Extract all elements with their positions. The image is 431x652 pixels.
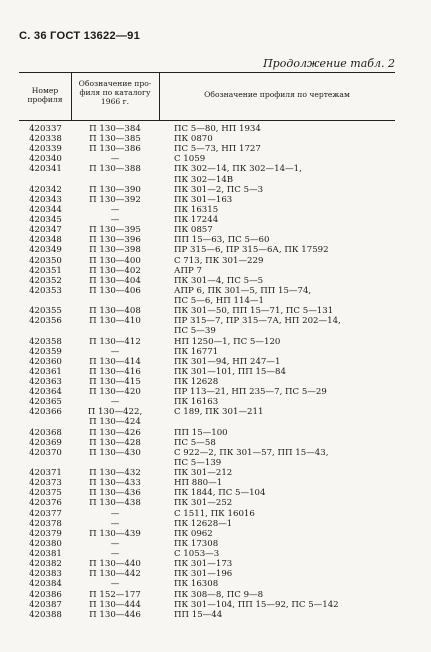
catalog-1966-cell: П 130—433 xyxy=(89,478,141,489)
catalog-1966-cell: П 130—439 xyxy=(89,528,141,539)
profile-number-cell: 420356 xyxy=(29,316,62,327)
table-row xyxy=(19,205,395,215)
profile-number-cell: 420380 xyxy=(29,538,62,549)
column-header-old-designation: Обозначение профиля по каталогу 1966 г. xyxy=(78,79,152,106)
drawing-designation-cell: ПП 15—63, ПС 5—60 xyxy=(174,235,270,246)
profile-number-cell: 420365 xyxy=(29,397,62,408)
drawing-designation-cell: С 1053—3 xyxy=(174,549,220,560)
profile-number-cell: 420361 xyxy=(29,366,62,377)
catalog-1966-cell: П 130—438 xyxy=(89,498,141,509)
catalog-1966-cell: П 130—396 xyxy=(89,235,141,246)
catalog-1966-cell: П 130—446 xyxy=(89,609,141,620)
catalog-1966-cell: П 130—432 xyxy=(89,468,141,479)
drawing-designation-cell: ПК 301—2, ПС 5—3 xyxy=(174,184,264,195)
profile-number-cell: 420388 xyxy=(29,609,62,620)
catalog-1966-cell: П 130—406 xyxy=(89,285,141,296)
profile-number-cell: 420364 xyxy=(29,387,62,398)
drawing-designation-cell: ПС 5—58 xyxy=(174,437,216,448)
profile-number-cell: 420383 xyxy=(29,569,62,580)
drawing-designation-cell: ПК 302—14В xyxy=(174,174,234,185)
catalog-1966-cell: П 130—395 xyxy=(89,225,141,236)
table-row xyxy=(19,316,395,326)
drawing-designation-cell: ПК 1844, ПС 5—104 xyxy=(174,488,266,499)
table-row xyxy=(19,498,395,508)
drawing-designation-cell: ПК 12628—1 xyxy=(174,518,233,529)
table-row xyxy=(19,245,395,255)
catalog-1966-cell: П 130—426 xyxy=(89,427,141,438)
table-row xyxy=(19,367,395,377)
profile-number-cell: 420351 xyxy=(29,265,62,276)
table-row xyxy=(19,175,395,185)
catalog-1966-cell: П 130—422, xyxy=(87,407,143,418)
table-row xyxy=(19,438,395,448)
table-row xyxy=(19,509,395,519)
drawing-designation-cell: С 713, ПК 301—229 xyxy=(174,255,264,266)
profile-number-cell: 420368 xyxy=(29,427,62,438)
table-row xyxy=(19,559,395,569)
drawing-designation-cell: ПК 301—163 xyxy=(174,194,233,205)
drawing-designation-cell: ПК 16163 xyxy=(174,397,219,408)
catalog-1966-cell: П 130—424 xyxy=(89,417,141,428)
table-row xyxy=(19,600,395,610)
profile-number-cell: 420379 xyxy=(29,528,62,539)
catalog-1966-cell: П 130—388 xyxy=(89,164,141,175)
catalog-1966-cell: П 130—442 xyxy=(89,569,141,580)
catalog-1966-cell: П 130—416 xyxy=(89,366,141,377)
drawing-designation-cell: ПК 301—101, ПП 15—84 xyxy=(174,366,286,377)
catalog-1966-cell: — xyxy=(110,508,120,519)
drawing-designation-cell: ПС 5—39 xyxy=(174,326,216,337)
catalog-1966-cell: П 130—440 xyxy=(89,559,141,570)
drawing-designation-cell: ПК 302—14, ПК 302—14—1, xyxy=(174,164,302,175)
drawing-designation-cell: С 1059 xyxy=(174,154,206,165)
drawing-designation-cell: ПК 301—252 xyxy=(174,498,233,509)
drawing-designation-cell: ПС 5—73, НП 1727 xyxy=(174,144,261,155)
profile-number-cell: 420339 xyxy=(29,144,62,155)
page-header: С. 36 ГОСТ 13622—91 xyxy=(19,30,141,42)
catalog-1966-cell: П 130—412 xyxy=(89,336,141,347)
drawing-designation-cell: АПР 7 xyxy=(174,265,202,276)
drawing-designation-cell: НП 880—1 xyxy=(174,478,223,489)
profile-number-cell: 420370 xyxy=(29,447,62,458)
catalog-1966-cell: П 152—177 xyxy=(89,589,141,600)
drawing-designation-cell: С 1511, ПК 16016 xyxy=(174,508,255,519)
catalog-1966-cell: П 130—444 xyxy=(89,599,141,610)
profile-number-cell: 420360 xyxy=(29,356,62,367)
profile-number-cell: 420373 xyxy=(29,478,62,489)
drawing-designation-cell: ПС 5—139 xyxy=(174,457,222,468)
drawing-designation-cell: ПК 301—173 xyxy=(174,559,233,570)
drawing-designation-cell: ПК 301—196 xyxy=(174,569,233,580)
drawing-designation-cell: ПК 17308 xyxy=(174,538,219,549)
profile-number-cell: 420342 xyxy=(29,184,62,195)
catalog-1966-cell: П 130—430 xyxy=(89,447,141,458)
column-divider xyxy=(71,72,72,120)
profile-number-cell: 420347 xyxy=(29,225,62,236)
table-row xyxy=(19,266,395,276)
catalog-1966-cell: П 130—392 xyxy=(89,194,141,205)
drawing-designation-cell: ПС 5—6, НП 114—1 xyxy=(174,296,264,307)
drawing-designation-cell: ПК 0962 xyxy=(174,528,213,539)
column-header-number: Номер профиля xyxy=(27,86,63,104)
table-row xyxy=(19,185,395,195)
catalog-1966-cell: П 130—404 xyxy=(89,275,141,286)
catalog-1966-cell: — xyxy=(110,346,120,357)
catalog-1966-cell: — xyxy=(110,518,120,529)
catalog-1966-cell: П 130—410 xyxy=(89,316,141,327)
profile-number-cell: 420349 xyxy=(29,245,62,256)
table-row xyxy=(19,529,395,539)
profile-table xyxy=(19,72,395,620)
catalog-1966-cell: П 130—420 xyxy=(89,387,141,398)
drawing-designation-cell: ПК 301—4, ПС 5—5 xyxy=(174,275,264,286)
table-row xyxy=(19,377,395,387)
table-row xyxy=(19,488,395,498)
catalog-1966-cell: П 130—390 xyxy=(89,184,141,195)
table-row xyxy=(19,286,395,296)
drawing-designation-cell: ПК 0870 xyxy=(174,134,213,145)
table-row xyxy=(19,215,395,225)
table-row xyxy=(19,407,395,417)
catalog-1966-cell: — xyxy=(110,215,120,226)
table-row xyxy=(19,357,395,367)
table-row xyxy=(19,569,395,579)
table-row xyxy=(19,154,395,164)
drawing-designation-cell: ПР 315—7, ПР 315—7А, НП 202—14, xyxy=(174,316,341,327)
catalog-1966-cell: П 130—386 xyxy=(89,144,141,155)
table-row xyxy=(19,337,395,347)
profile-number-cell: 420375 xyxy=(29,488,62,499)
catalog-1966-cell: — xyxy=(110,154,120,165)
drawing-designation-cell: ПП 15—44 xyxy=(174,609,223,620)
profile-number-cell: 420337 xyxy=(29,124,62,134)
table-continuation-label: Продолжение табл. 2 xyxy=(263,57,395,70)
catalog-1966-cell: — xyxy=(110,579,120,590)
profile-number-cell: 420382 xyxy=(29,559,62,570)
catalog-1966-cell: П 130—400 xyxy=(89,255,141,266)
profile-number-cell: 420378 xyxy=(29,518,62,529)
profile-number-cell: 420344 xyxy=(29,204,62,215)
table-row xyxy=(19,144,395,154)
profile-number-cell: 420376 xyxy=(29,498,62,509)
table-row xyxy=(19,276,395,286)
catalog-1966-cell: П 130—402 xyxy=(89,265,141,276)
table-row xyxy=(19,610,395,620)
table-row xyxy=(19,539,395,549)
table-row xyxy=(19,397,395,407)
profile-number-cell: 420381 xyxy=(29,549,62,560)
table-row xyxy=(19,235,395,245)
table-row xyxy=(19,478,395,488)
table-row xyxy=(19,296,395,306)
catalog-1966-cell: П 130—415 xyxy=(89,377,141,387)
profile-number-cell: 420359 xyxy=(29,346,62,357)
profile-number-cell: 420348 xyxy=(29,235,62,246)
catalog-1966-cell: П 130—398 xyxy=(89,245,141,256)
drawing-designation-cell: ПК 16308 xyxy=(174,579,219,590)
table-top-rule xyxy=(19,72,395,73)
drawing-designation-cell: ПК 301—104, ПП 15—92, ПС 5—142 xyxy=(174,599,339,610)
profile-number-cell: 420343 xyxy=(29,194,62,205)
drawing-designation-cell: ПК 16315 xyxy=(174,204,219,215)
table-row xyxy=(19,468,395,478)
profile-number-cell: 420340 xyxy=(29,154,62,165)
catalog-1966-cell: П 130—436 xyxy=(89,488,141,499)
profile-number-cell: 420384 xyxy=(29,579,62,590)
table-row xyxy=(19,590,395,600)
catalog-1966-cell: — xyxy=(110,538,120,549)
profile-number-cell: 420366 xyxy=(29,407,62,418)
table-row xyxy=(19,134,395,144)
table-row xyxy=(19,549,395,559)
table-row xyxy=(19,448,395,458)
profile-number-cell: 420369 xyxy=(29,437,62,448)
table-row xyxy=(19,519,395,529)
profile-number-cell: 420377 xyxy=(29,508,62,519)
profile-number-cell: 420341 xyxy=(29,164,62,175)
catalog-1966-cell: П 130—384 xyxy=(89,124,141,134)
drawing-designation-cell: ПК 0857 xyxy=(174,225,213,236)
drawing-designation-cell: ПК 301—212 xyxy=(174,468,233,479)
profile-number-cell: 420350 xyxy=(29,255,62,266)
catalog-1966-cell: П 130—385 xyxy=(89,134,141,145)
drawing-designation-cell: ПС 5—80, НП 1934 xyxy=(174,124,261,134)
profile-number-cell: 420386 xyxy=(29,589,62,600)
profile-number-cell: 420358 xyxy=(29,336,62,347)
drawing-designation-cell: ПК 12628 xyxy=(174,377,219,387)
drawing-designation-cell: АПР 6, ПК 301—5, ПП 15—74, xyxy=(174,285,312,296)
catalog-1966-cell: — xyxy=(110,397,120,408)
table-row xyxy=(19,164,395,174)
drawing-designation-cell: ПК 308—8, ПС 9—8 xyxy=(174,589,264,600)
table-row xyxy=(19,326,395,336)
table-row xyxy=(19,256,395,266)
profile-number-cell: 420363 xyxy=(29,377,62,387)
profile-number-cell: 420352 xyxy=(29,275,62,286)
catalog-1966-cell: — xyxy=(110,549,120,560)
table-row xyxy=(19,387,395,397)
table-row xyxy=(19,347,395,357)
table-row xyxy=(19,417,395,427)
drawing-designation-cell: ПК 17244 xyxy=(174,215,219,226)
drawing-designation-cell: С 922—2, ПК 301—57, ПП 15—43, xyxy=(174,447,329,458)
catalog-1966-cell: П 130—414 xyxy=(89,356,141,367)
table-row xyxy=(19,195,395,205)
table-row xyxy=(19,458,395,468)
drawing-designation-cell: С 189, ПК 301—211 xyxy=(174,407,264,418)
drawing-designation-cell: ПК 301—94, НП 247—1 xyxy=(174,356,281,367)
table-row xyxy=(19,428,395,438)
table-row xyxy=(19,579,395,589)
table-header-rule xyxy=(19,120,395,121)
catalog-1966-cell: П 130—428 xyxy=(89,437,141,448)
table-row xyxy=(19,225,395,235)
drawing-designation-cell: ПК 16771 xyxy=(174,346,219,357)
drawing-designation-cell: ПК 301—50, ПП 15—71, ПС 5—131 xyxy=(174,306,334,317)
table-row xyxy=(19,124,395,134)
column-header-drawings: Обозначение профиля по чертежам xyxy=(204,90,350,99)
drawing-designation-cell: ПР 315—6, ПР 315—6А, ПК 17592 xyxy=(174,245,329,256)
profile-number-cell: 420387 xyxy=(29,599,62,610)
profile-number-cell: 420355 xyxy=(29,306,62,317)
drawing-designation-cell: ПР 113—21, НП 235—7, ПС 5—29 xyxy=(174,387,327,398)
profile-number-cell: 420371 xyxy=(29,468,62,479)
profile-number-cell: 420338 xyxy=(29,134,62,145)
catalog-1966-cell: — xyxy=(110,204,120,215)
catalog-1966-cell: П 130—408 xyxy=(89,306,141,317)
drawing-designation-cell: НП 1250—1, ПС 5—120 xyxy=(174,336,281,347)
profile-number-cell: 420345 xyxy=(29,215,62,226)
table-row xyxy=(19,306,395,316)
profile-number-cell: 420353 xyxy=(29,285,62,296)
drawing-designation-cell: ПП 15—100 xyxy=(174,427,228,438)
